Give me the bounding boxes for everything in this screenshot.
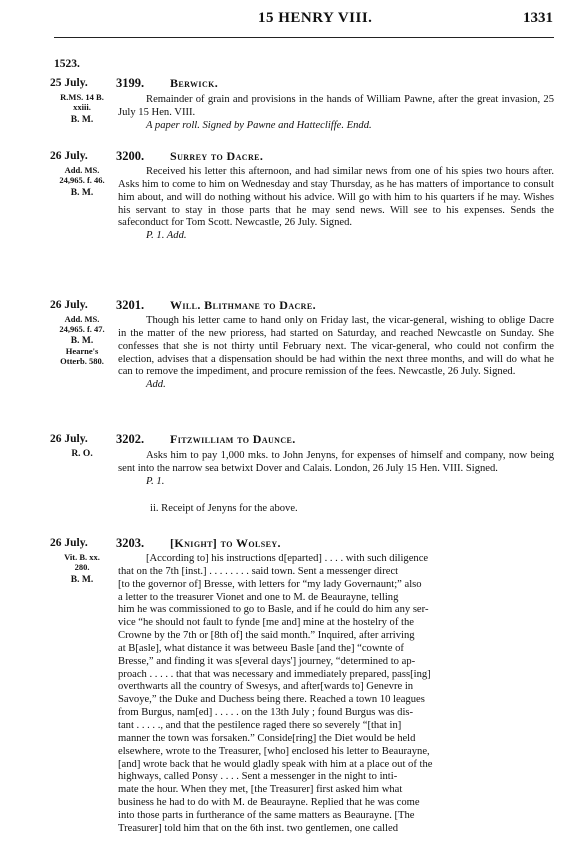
- text-line: [to the governor of] Bresse, with letters for “my lady Governaunt;” also: [118, 578, 422, 590]
- text-line: [According to] his instructions d[eparted] . . . . with such diligence: [146, 553, 429, 564]
- entry-date: 26 July.: [50, 299, 88, 311]
- text-line: at B[asle], what distance it was betweeu Basle [and the] “cownte of: [118, 642, 404, 654]
- entry-note: P. 1.: [146, 475, 165, 487]
- entry-heading: Will. Blithmane to Dacre.: [170, 298, 316, 312]
- text-line: tant . . . . ., and that the pestilence raged there so severely “[that in]: [118, 719, 402, 731]
- entry-subitem: ii. Receipt of Jenyns for the above.: [150, 503, 298, 514]
- text-line: from Burgus, nam[ed] . . . . . on the 13th July ; found Burgus was dis-: [118, 707, 414, 719]
- entry-date: 25 July.: [50, 77, 88, 89]
- text-line: Savoye,” the Duke and Duchess being there. Reached a town 10 leagues: [118, 694, 425, 706]
- entry-body: Received his letter this afternoon, and had similar news from one of his spies two hours after. Asks him to come to him on Wednesday and stay Thursday, as he has matters of importance to consult him about, and will do nothing without his advice. Will go with him to his quarters if he may. Wishes his servant to stay in those parts that he may send news. Will see to his expenses. Sends the safeconduct for Tom Scott. Newcastle, 26 July. Signed. P. 1. Add.: [118, 166, 554, 242]
- entry-source: Add. MS. 24,965. f. 46. B. M.: [59, 165, 105, 198]
- entry-body: Though his letter came to hand only on Friday last, the vicar-general, wishing to oblige Dacre in the matter of the new prioress, had started on Saturday, and reached Newcastle on Sunday. She confesses that she is not thirty until February next. The vicar-general, who could not confirm the election, advises that a dispensation should be had within the next three months, and will do what he can to remove the impediment, and procure remission of the fees. Newcastle, 26 July. Signed. Add.: [118, 315, 554, 391]
- entry-date: 26 July.: [50, 433, 88, 445]
- text-line: him he was commissioned to go to Basle, and if he could do him any ser-: [118, 604, 429, 616]
- entry-body: Remainder of grain and provisions in the hands of William Pawne, after the great invasion, 25 July 15 Hen. VIII. A paper roll. Signed by Pawne and Hattecliffe. Endd.: [118, 94, 554, 131]
- entry-date: 26 July.: [50, 537, 88, 549]
- text-line: that on the 7th [inst.] . . . . . . . . said town. Sent a messenger direct: [118, 565, 399, 577]
- entry-body: [118, 553, 554, 836]
- entry-note: Add.: [146, 379, 166, 391]
- entry-heading: Berwick.: [170, 76, 219, 90]
- entry-number: 3199.: [116, 76, 145, 90]
- text-line: highways, called Ponsy . . . . Sent a messenger in the night to inti-: [118, 771, 398, 783]
- text-line: vice “he should not fault to fynde [me and] mine at the hostelry of the: [118, 617, 414, 629]
- running-title: 15 HENRY VIII.: [258, 10, 373, 26]
- entry-source: Add. MS. 24,965. f. 47. B. M. Hearne's Otterb. 580.: [59, 314, 105, 366]
- text-line: into those parts in furtherance of the same matters as Beaurayne. [The: [118, 809, 415, 821]
- page-header: [0, 10, 567, 30]
- text-line: business he had to do with M. de Beaurayne. Replied that he was come: [118, 797, 420, 809]
- text-line: elsewhere, wrote to the Treasurer, [who] enclosed his letter to Beaurayne,: [118, 745, 430, 757]
- year-label: 1523.: [54, 58, 80, 70]
- page-number: 1331: [523, 10, 553, 26]
- entry-number: 3200.: [116, 149, 145, 163]
- header-rule: [54, 37, 554, 38]
- entry-number: 3203.: [116, 536, 145, 550]
- entry-source: Vit. B. xx. 280. B. M.: [64, 552, 100, 585]
- entry-note: P. 1. Add.: [146, 230, 187, 242]
- entry-heading: Fitzwilliam to Daunce.: [170, 432, 296, 446]
- text-line: proach . . . . . that that was necessary and immediately prepared, pass[ing]: [118, 668, 431, 680]
- entry-note: A paper roll. Signed by Pawne and Hattecliffe. Endd.: [146, 119, 372, 131]
- text-line: a letter to the treasurer Vionet and one to M. de Beaurayne, telling: [118, 591, 399, 603]
- entry-heading: Surrey to Dacre.: [170, 149, 264, 163]
- text-line: [and] wrote back that he would gladly speak with him at a place out of the: [118, 758, 433, 770]
- text-line: mate the hour. When they met, [the Treasurer] first asked him what: [118, 784, 403, 796]
- entry-body: Asks him to pay 1,000 mks. to John Jenyns, for expenses of himself and company, now being sent into the narrow sea betwixt Dover and Calais. London, 26 July 15 Hen. VIII. Signed. P. 1.: [118, 450, 554, 487]
- text-line: Crowne by the 7th or [8th of] the said month.” Inquired, after arriving: [118, 630, 415, 642]
- entry-date: 26 July.: [50, 150, 88, 162]
- entry-source: R. O.: [71, 449, 93, 459]
- text-line: overthwarts all the country of Swesys, and after[wards to] Genevre in: [118, 681, 414, 693]
- text-line: manner the town was forsaken.” Conside[ring] the Diet would be held: [118, 732, 416, 744]
- entry-number: 3201.: [116, 298, 145, 312]
- entry-source: R.MS. 14 B. xxiii. B. M.: [60, 92, 104, 125]
- entry-number: 3202.: [116, 432, 145, 446]
- entry-heading: [Knight] to Wolsey.: [170, 536, 281, 550]
- text-line: Bresse,” and finding it was s[everal days'] journey, “determined to ap-: [118, 655, 416, 667]
- text-line: Treasurer] told him that on the 6th inst. two gentlemen, one called: [118, 822, 398, 834]
